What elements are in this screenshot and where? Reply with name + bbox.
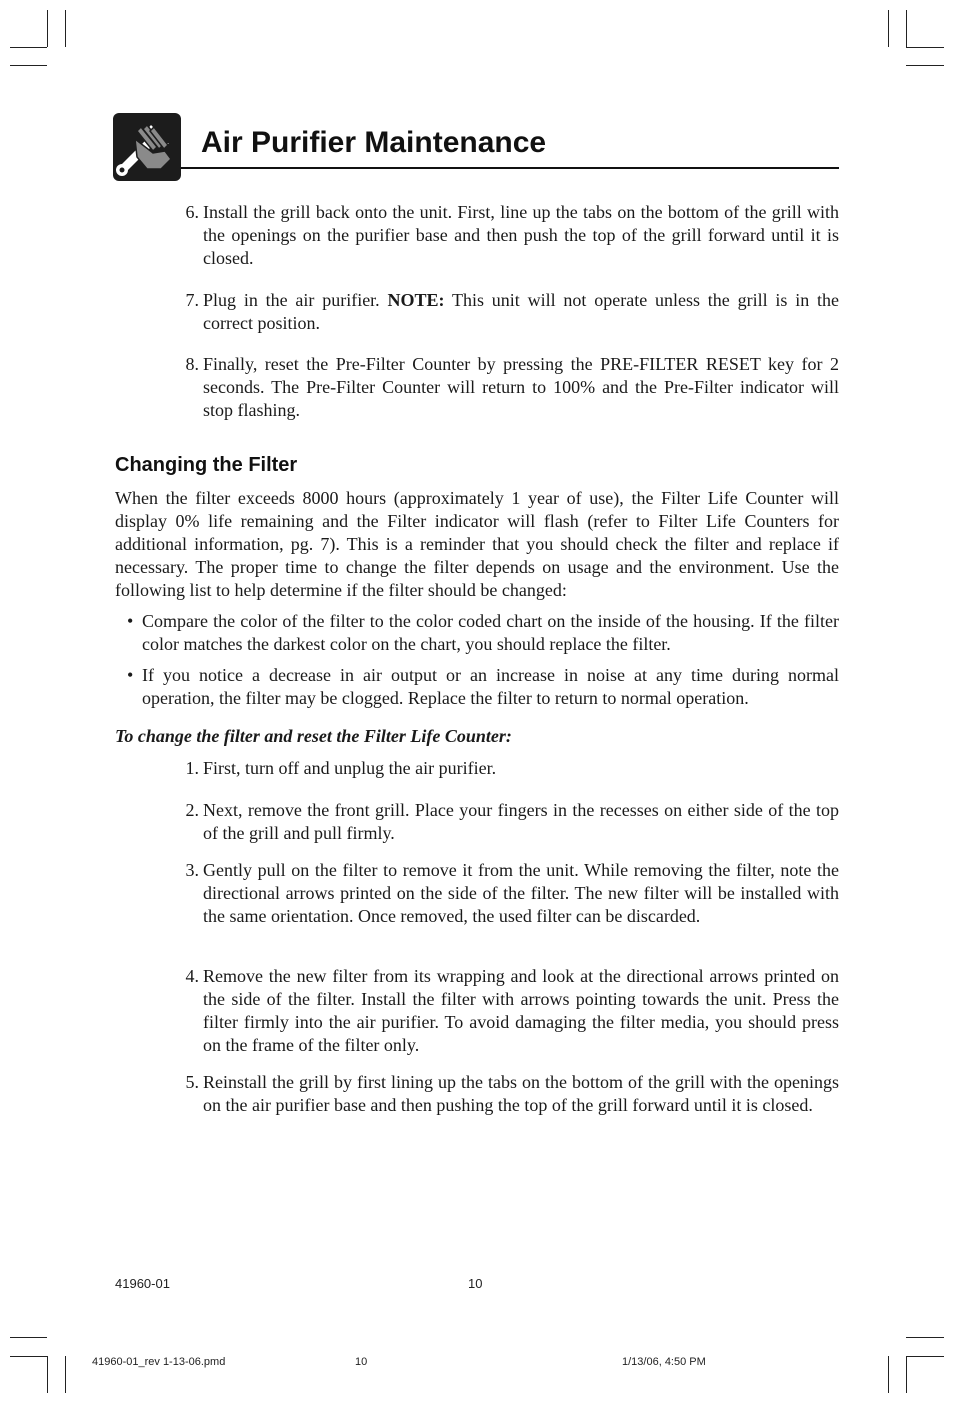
note-label: NOTE: — [387, 290, 445, 310]
page-title: Air Purifier Maintenance — [201, 126, 547, 159]
step-text-part: This unit will not operate unless the grill is in the correct position. — [203, 290, 839, 333]
bullet-dot: • — [127, 665, 134, 685]
step-text: Gently pull on the filter to remove it from the unit. While removing the filter, note the directional arrows printed on the side of the filter. The new filter will be installed with the same orientation. Once removed, the used filter can be discarded. — [203, 860, 839, 926]
header-rule — [181, 167, 839, 169]
list-item — [175, 201, 839, 270]
step-text: Install the grill back onto the unit. First, line up the tabs on the bottom of the grill with the openings on the purifier base and then push the top of the grill forward until it is closed. — [203, 202, 839, 268]
list-item — [175, 353, 839, 422]
step-number: 8. — [185, 354, 199, 374]
crop-mark — [906, 47, 944, 48]
crop-mark — [906, 1337, 944, 1338]
step-text: Remove the new filter from its wrapping and look at the directional arrows printed on the side of the filter. Install the filter with arrows pointing towards the unit. Press the filter firmly into the air purifier. To avoid damaging the filter media, you should press on the frame of the filter only. — [203, 966, 839, 1055]
page-number: 10 — [468, 1276, 483, 1291]
step-number: 4. — [185, 966, 199, 986]
slug-filename: 41960-01_rev 1-13-06.pmd — [92, 1356, 226, 1368]
crop-mark — [906, 1356, 944, 1357]
step-number: 5. — [185, 1072, 199, 1092]
bullet-dot: • — [127, 611, 134, 631]
bullet-text: Compare the color of the filter to the color coded chart on the inside of the housing. If the filter color matches the darkest color on the chart, you should replace the filter. — [142, 611, 839, 654]
crop-mark — [906, 1356, 907, 1393]
crop-mark — [888, 10, 889, 47]
step-number: 6. — [185, 202, 199, 222]
crop-mark — [65, 1356, 66, 1393]
step-text: Reinstall the grill by first lining up the tabs on the bottom of the grill with the openings on the air purifier base and then pushing the top of the grill forward until it is closed. — [203, 1072, 839, 1115]
crop-mark — [47, 1356, 48, 1393]
step-text: Next, remove the front grill. Place your fingers in the recesses on either side of the top of the grill and pull firmly. — [203, 800, 839, 843]
crop-mark — [906, 10, 907, 47]
crop-mark — [65, 10, 66, 47]
step-number: 3. — [185, 860, 199, 880]
page-header — [113, 113, 839, 181]
crop-mark — [888, 1356, 889, 1393]
section-heading: Changing the Filter — [115, 454, 298, 476]
crop-mark — [10, 1337, 47, 1338]
procedure-heading: To change the filter and reset the Filter Life Counter: — [115, 726, 512, 746]
slug-page: 10 — [355, 1356, 368, 1368]
doc-number: 41960-01 — [115, 1276, 170, 1291]
bullet-text: If you notice a decrease in air output or an increase in noise at any time during normal operation, the filter may be clogged. Replace the filter to return to normal operation. — [142, 665, 839, 708]
crop-mark — [10, 47, 47, 48]
step-text — [203, 289, 839, 335]
crop-mark — [10, 65, 47, 66]
wrench-hand-icon — [113, 113, 181, 181]
step-text-part: Plug in the air purifier. — [203, 290, 388, 310]
crop-mark — [906, 65, 944, 66]
step-text: Finally, reset the Pre-Filter Counter by pressing the PRE-FILTER RESET key for 2 seconds. The Pre-Filter Counter will return to 100% and the Pre-Filter indicator will stop flashing. — [203, 354, 839, 420]
step-number: 7. — [185, 290, 199, 310]
list-item — [175, 289, 839, 335]
step-number: 1. — [185, 758, 199, 778]
step-number: 2. — [185, 800, 199, 820]
slug-timestamp: 1/13/06, 4:50 PM — [622, 1356, 706, 1368]
section-paragraph: When the filter exceeds 8000 hours (approximately 1 year of use), the Filter Life Counter will display 0% life remaining and the Filter indicator will flash (refer to Filter Life Counters for additional information, pg. 7). This is a reminder that you should check the filter and replace if necessary. The proper time to change the filter depends on usage and the environment. Use the following list to help determine if the filter should be changed: — [115, 488, 839, 600]
crop-mark — [47, 10, 48, 47]
crop-mark — [10, 1356, 47, 1357]
step-text: First, turn off and unplug the air purifier. — [203, 758, 497, 778]
